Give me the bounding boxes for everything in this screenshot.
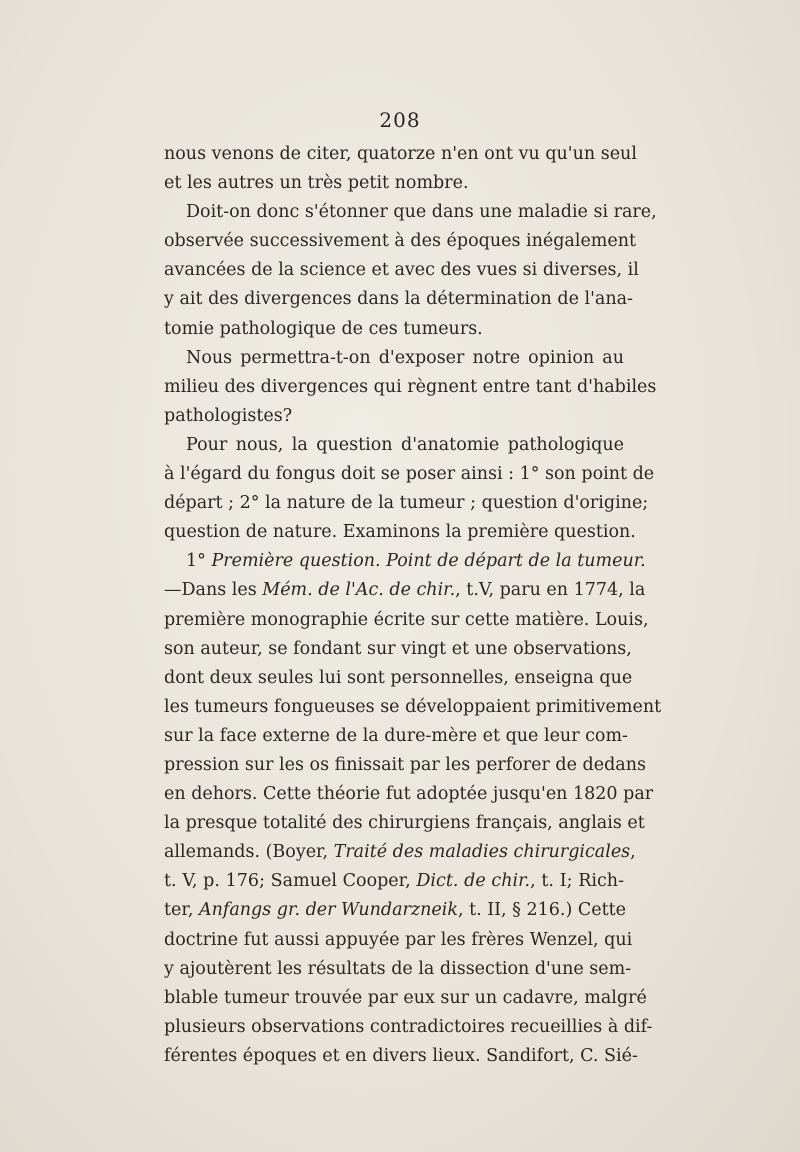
text-segment: sur la face externe de la dure-mère et que leur com-: [164, 725, 628, 746]
text-segment: Doit-on donc s'étonner que dans une maladie si rare,: [186, 202, 657, 223]
text-segment: plusieurs observations contradictoires recueillies à dif-: [164, 1016, 653, 1037]
text-line: [164, 489, 649, 518]
text-line: [164, 373, 657, 402]
text-line: [164, 518, 636, 547]
text-segment: nous venons de citer, quatorze n'en ont vu qu'un seul: [164, 144, 637, 164]
text-line: [164, 955, 632, 984]
text-line: [164, 576, 646, 605]
italic-text: Dict. de chir.: [416, 871, 531, 892]
text-segment: départ ; 2° la nature de la tumeur ; question d'origine;: [164, 493, 649, 514]
text-line: [164, 315, 624, 344]
text-line: [164, 140, 637, 169]
text-segment: observée successivement à des époques inégalement: [164, 231, 637, 252]
text-segment: Pour nous, la question d'anatomie pathologique: [186, 434, 624, 455]
text-segment: avancées de la science et avec des vues si diverses, il: [164, 260, 639, 281]
text-line: [164, 547, 646, 576]
text-segment: t. V, p. 176; Samuel Cooper,: [164, 871, 417, 892]
text-segment: allemands. (Boyer,: [164, 842, 334, 863]
text-segment: tomie pathologique de ces tumeurs.: [164, 318, 483, 339]
text-segment: son auteur, se fondant sur vingt et une observations,: [164, 638, 632, 659]
text-line: [164, 1013, 653, 1042]
text-line: [164, 896, 627, 925]
text-segment: , t.V, paru en 1774, la: [455, 580, 646, 601]
text-line: [164, 460, 655, 489]
text-segment: milieu des divergences qui règnent entre tant d'habiles: [164, 376, 657, 397]
text-line: [164, 664, 633, 693]
text-line: [164, 227, 637, 256]
text-segment: —Dans les: [164, 580, 263, 601]
text-segment: à l'égard du fongus doit se poser ainsi : 1° son point de: [164, 464, 655, 485]
text-segment: et les autres un très petit nombre.: [164, 173, 469, 194]
text-segment: question de nature. Examinons la première question.: [164, 522, 636, 543]
italic-text: Mém. de l'Ac. de chir.: [262, 580, 456, 601]
text-segment: dont deux seules lui sont personnelles, enseigna que: [164, 667, 633, 688]
text-line: [164, 402, 624, 431]
text-line: [164, 751, 646, 780]
text-line: [164, 722, 628, 751]
text-segment: y ajoutèrent les résultats de la dissection d'une sem-: [164, 958, 632, 979]
text-segment: pathologistes?: [164, 405, 293, 426]
text-segment: Nous permettra-t-on d'exposer notre opinion au: [186, 347, 624, 368]
text-line: [164, 344, 624, 373]
text-line: [164, 431, 624, 460]
text-segment: y ait des divergences dans la détermination de l'ana-: [164, 289, 633, 310]
text-line: [164, 838, 636, 867]
text-line: [164, 198, 657, 227]
text-segment: blable tumeur trouvée par eux sur un cadavre, malgré: [164, 987, 647, 1008]
text-segment: ,: [630, 842, 636, 863]
text-segment: les tumeurs fongueuses se développaient primitivement: [164, 696, 662, 717]
text-segment: pression sur les os finissait par les perforer de dedans: [164, 754, 646, 775]
text-segment: , t. II, § 216.) Cette: [457, 900, 627, 921]
text-line: [164, 606, 649, 635]
text-line: [164, 926, 633, 955]
text-line: [164, 780, 654, 809]
text-line: [164, 984, 647, 1013]
text-segment: doctrine fut aussi appuyée par les frères Wenzel, qui: [164, 929, 633, 950]
text-segment: , t. I; Rich-: [530, 871, 624, 892]
italic-text: Anfangs gr. der Wundarzneik: [198, 900, 458, 921]
text-segment: férentes époques et en divers lieux. Sandifort, C. Sié-: [164, 1045, 638, 1066]
text-segment: en dehors. Cette théorie fut adoptée jusqu'en 1820 par: [164, 784, 654, 805]
italic-text: Traité des maladies chirurgicales: [333, 842, 631, 863]
text-line: [164, 285, 633, 314]
text-segment: première monographie écrite sur cette matière. Louis,: [164, 609, 649, 630]
text-line: [164, 1042, 638, 1071]
italic-text: Première question. Point de départ de la tumeur.: [211, 551, 646, 572]
text-segment: 1°: [186, 551, 212, 572]
body-text: [164, 140, 662, 1071]
text-line: [164, 693, 662, 722]
text-line: [164, 809, 645, 838]
text-segment: ter,: [164, 900, 199, 921]
page-number: 208: [379, 108, 421, 132]
text-line: [164, 867, 624, 896]
text-segment: la presque totalité des chirurgiens français, anglais et: [164, 813, 645, 834]
text-line: [164, 169, 624, 198]
text-line: [164, 635, 632, 664]
text-line: [164, 256, 639, 285]
